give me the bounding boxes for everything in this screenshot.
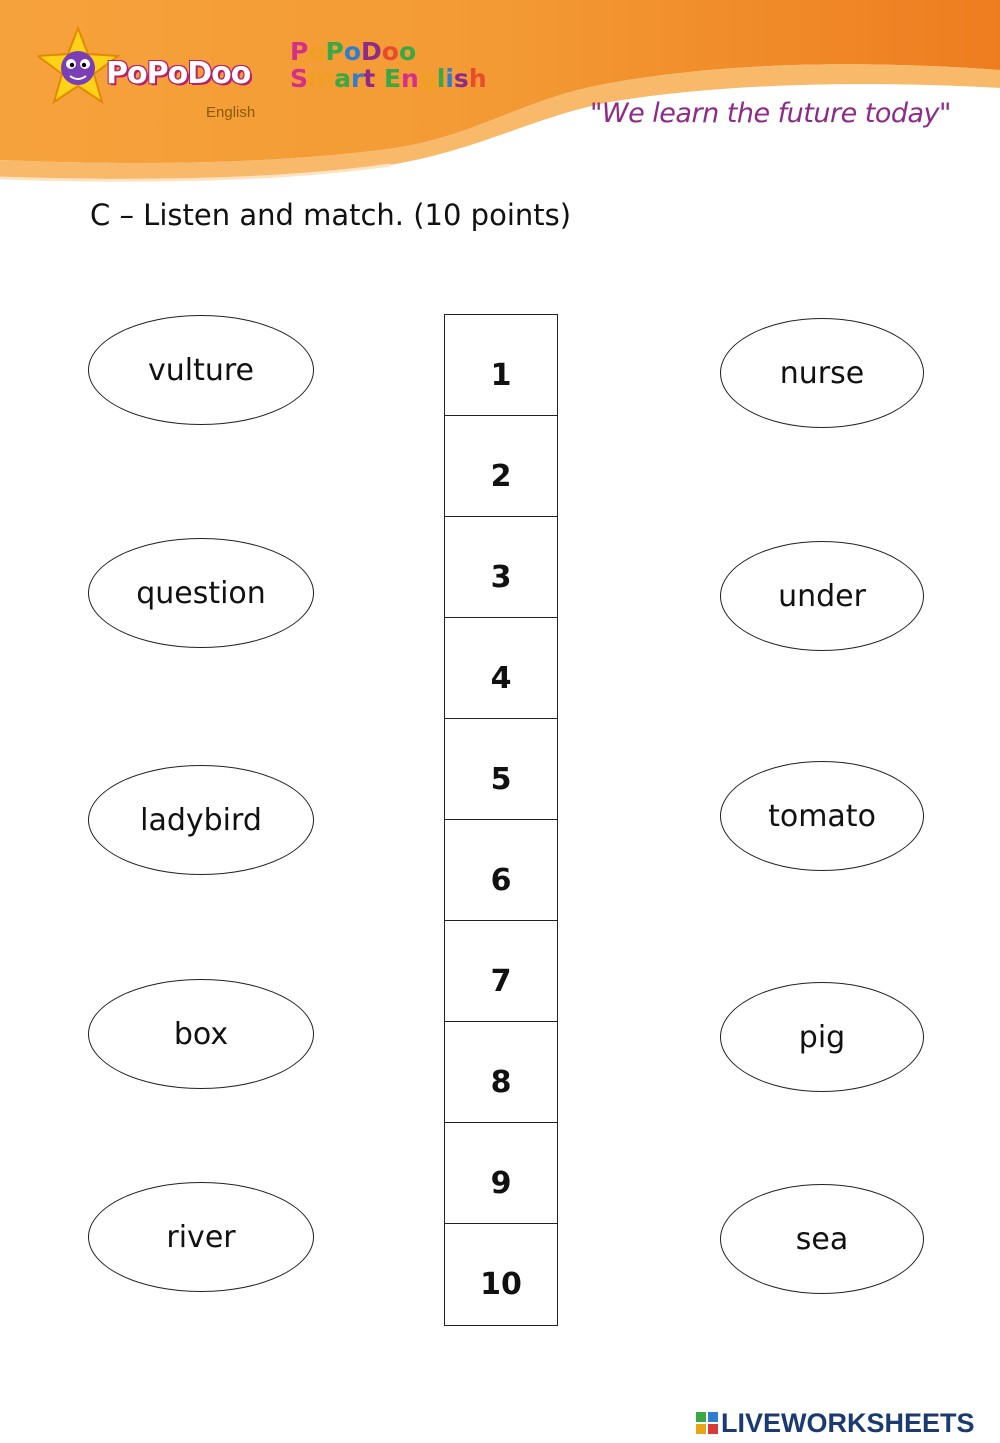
number-cell[interactable]: 8 (445, 1022, 557, 1123)
word-label: under (778, 578, 866, 614)
word-label: nurse (779, 355, 865, 391)
number-cell[interactable]: 2 (445, 416, 557, 517)
number-cell[interactable]: 1 (445, 315, 557, 416)
word-oval-right[interactable] (720, 761, 924, 871)
smart-logo-line1 (290, 38, 487, 65)
logo-letter: t (363, 64, 376, 93)
number-cell[interactable]: 7 (445, 921, 557, 1022)
number-cell[interactable]: 5 (445, 719, 557, 820)
slogan: "We learn the future today" (590, 98, 951, 129)
logo-letter: g (418, 64, 437, 93)
exercise-heading: C – Listen and match. (10 points) (90, 198, 572, 232)
word-oval-right[interactable] (720, 982, 924, 1092)
blocks-icon (696, 1412, 718, 1434)
logo-letter: a (334, 64, 351, 93)
logo-letter: P (325, 37, 344, 66)
word-oval-right[interactable] (720, 1184, 924, 1294)
word-oval-left[interactable] (88, 1182, 314, 1292)
popodoo-logo (38, 26, 268, 121)
popodoo-sub: English (206, 104, 256, 121)
smart-logo-line2 (290, 65, 487, 92)
logo-letter: o (381, 37, 399, 66)
logo-letter: D (361, 37, 382, 66)
logo-letter: n (401, 64, 419, 93)
logo-letter: P (290, 37, 309, 66)
logo-letter: S (290, 64, 309, 93)
word-label: sea (795, 1221, 849, 1257)
word-label: box (173, 1016, 229, 1052)
number-cell[interactable]: 9 (445, 1123, 557, 1224)
popodoo-wordmark: PoPoDoo (106, 56, 251, 91)
word-label: ladybird (140, 802, 262, 838)
word-oval-left[interactable] (88, 765, 314, 875)
logo-letter: m (308, 64, 335, 93)
logo-letter: h (468, 64, 487, 93)
word-label: question (136, 575, 266, 611)
word-oval-left[interactable] (88, 538, 314, 648)
number-cell[interactable]: 3 (445, 517, 557, 618)
logo-letter: i (445, 64, 454, 93)
word-oval-right[interactable] (720, 318, 924, 428)
number-column (444, 314, 558, 1326)
number-cell[interactable]: 10 (480, 1267, 522, 1302)
logo-letter: s (453, 64, 469, 93)
logo-letter: o (398, 37, 417, 66)
liveworksheets-logo[interactable] (696, 1405, 975, 1441)
logo-letter: r (350, 64, 364, 93)
logo-letter: l (436, 64, 446, 93)
word-oval-left[interactable] (88, 979, 314, 1089)
word-oval-right[interactable] (720, 541, 924, 651)
word-label: pig (798, 1019, 846, 1055)
word-label: river (166, 1219, 236, 1255)
word-label: vulture (147, 352, 254, 388)
logo-letter (375, 65, 384, 92)
logo-letter: o (343, 37, 362, 66)
liveworksheets-brand: LIVEWORKSHEETS (721, 1407, 975, 1438)
number-cell[interactable]: 6 (445, 820, 557, 921)
smart-english-logo (290, 38, 487, 92)
logo-letter: o (308, 37, 326, 66)
word-label: tomato (768, 798, 876, 834)
word-oval-left[interactable] (88, 315, 314, 425)
number-cell[interactable]: 4 (445, 618, 557, 719)
logo-letter: E (383, 64, 402, 93)
